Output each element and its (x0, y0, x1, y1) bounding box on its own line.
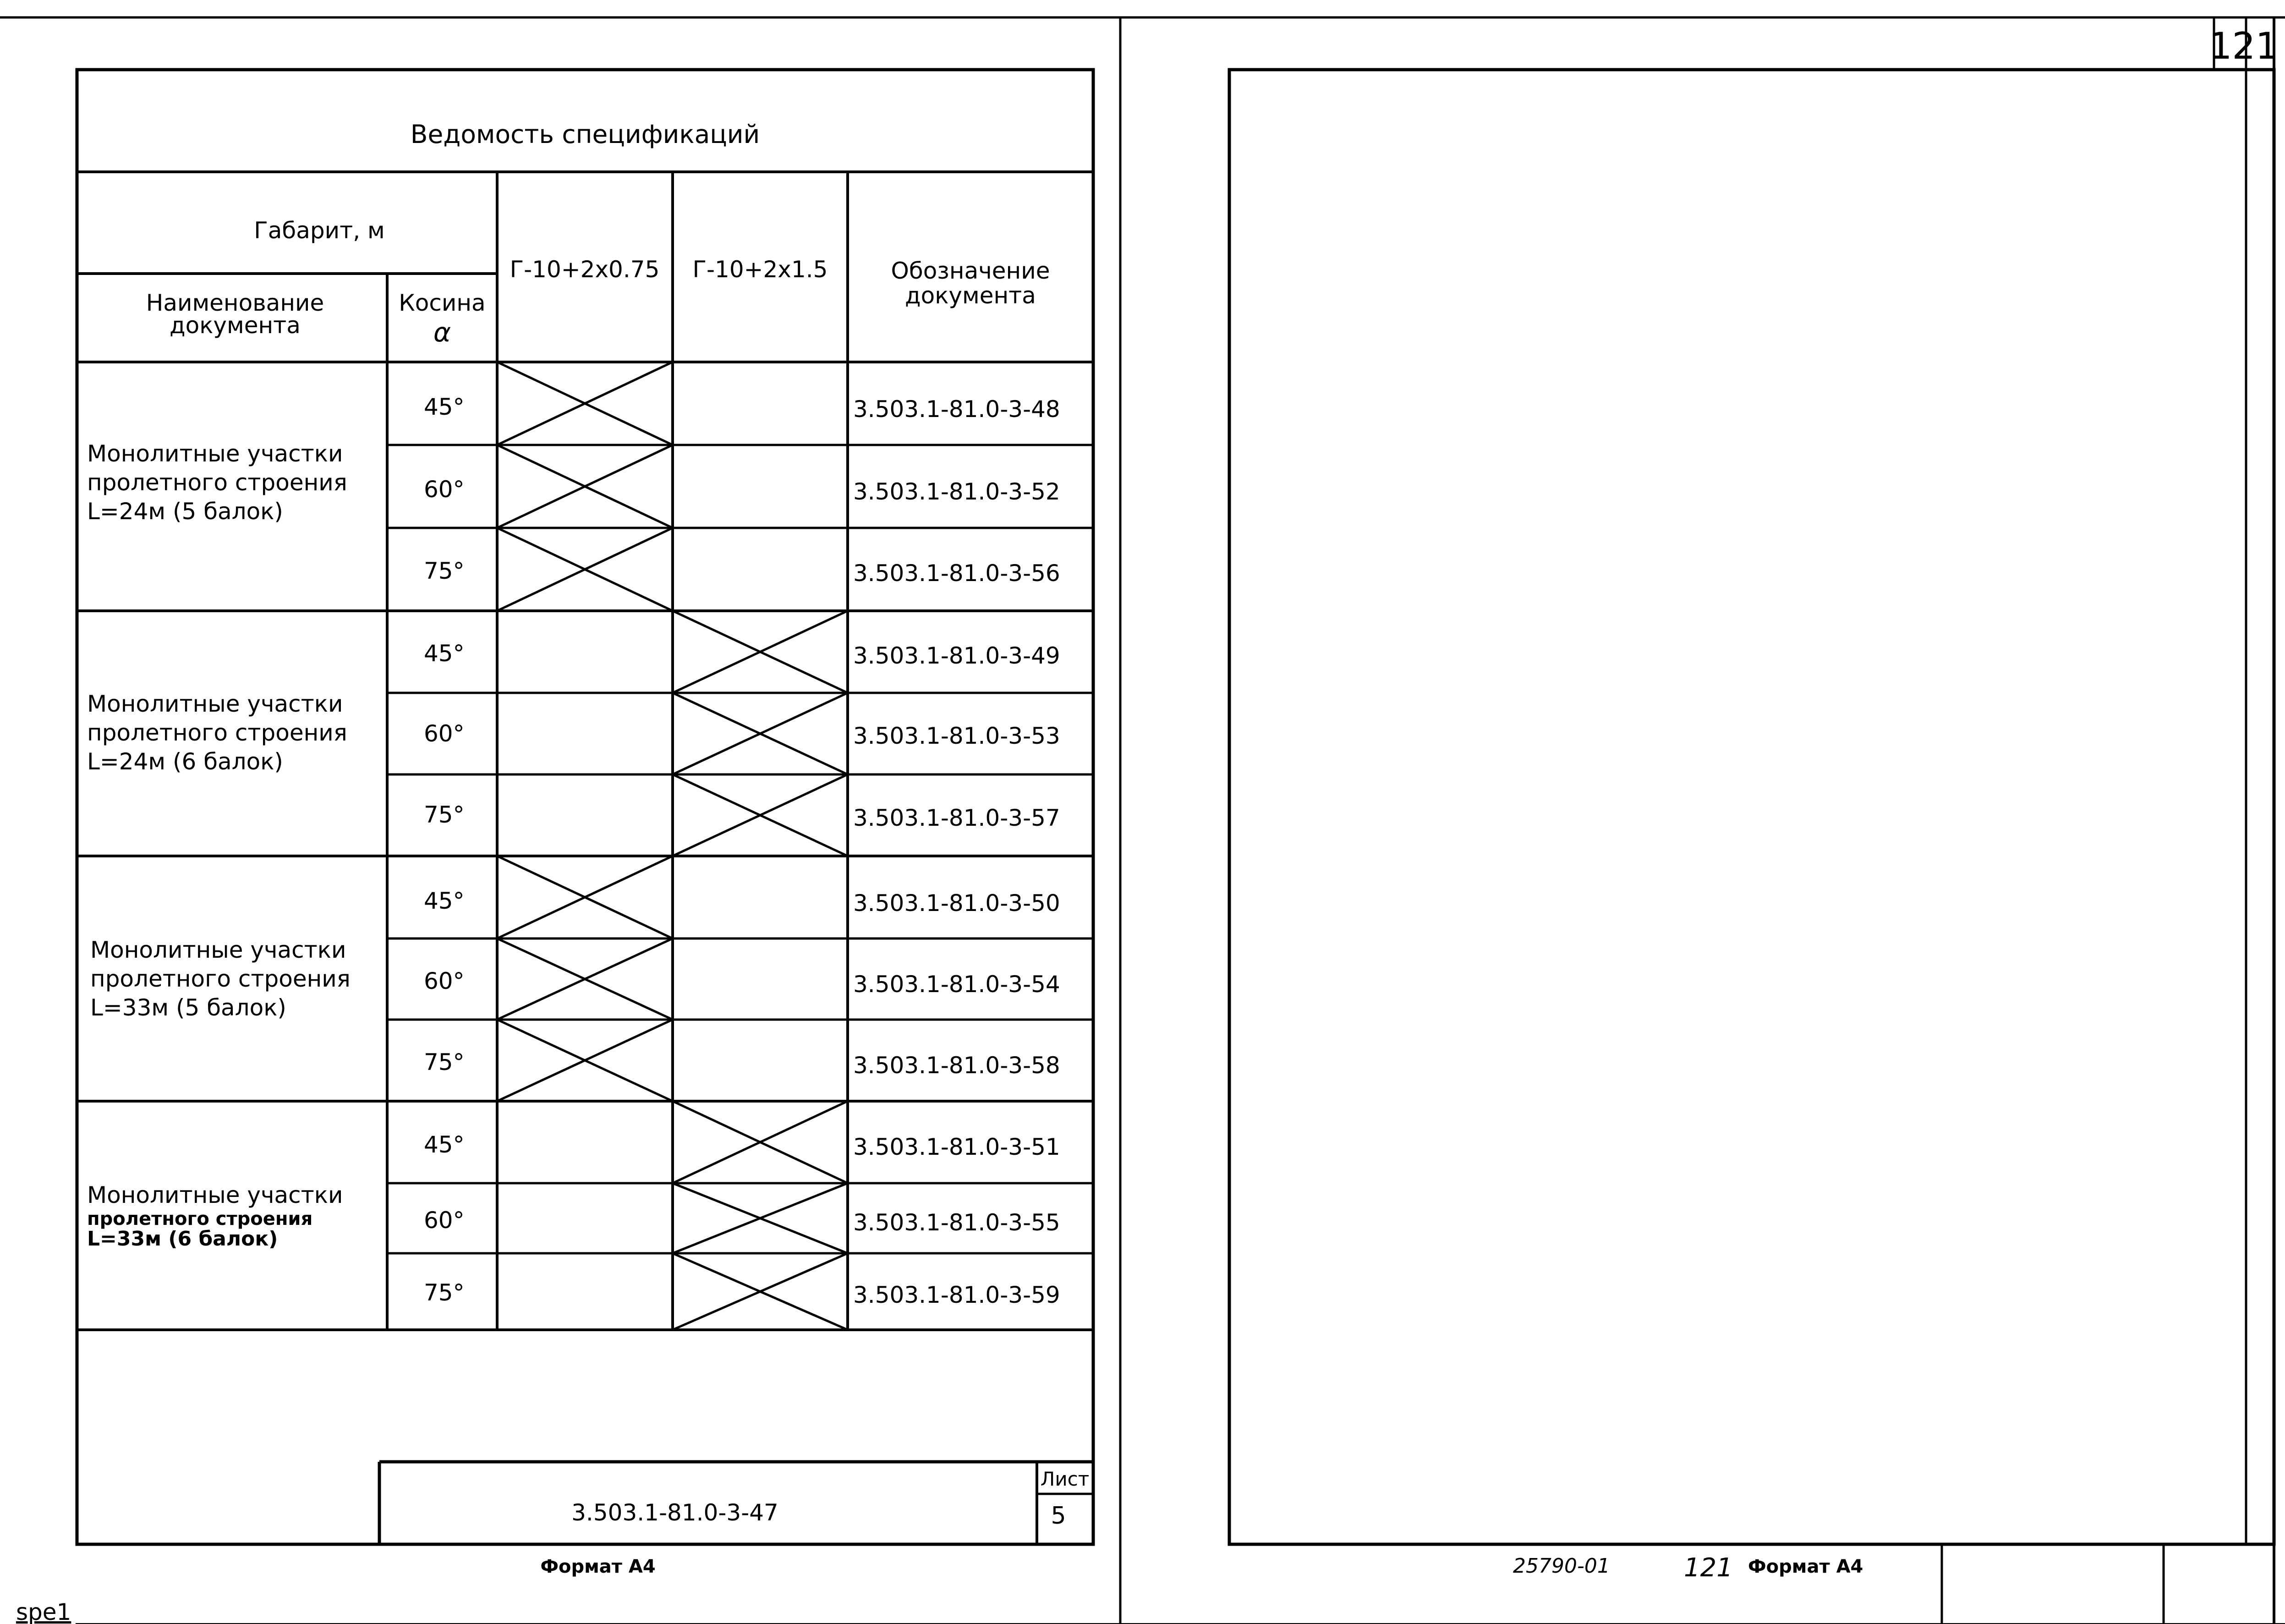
sheet-label: Лист (1040, 1468, 1090, 1490)
angle-cell: 60° (424, 476, 465, 503)
group-name-line: пролетного строения (90, 966, 351, 992)
gabarit-label: Габарит, м (254, 217, 385, 244)
angle-cell: 75° (424, 1279, 465, 1306)
angle-cell: 45° (424, 1131, 465, 1158)
file-label: spe1 (16, 1599, 71, 1624)
angle-cell: 60° (424, 720, 465, 747)
group-name-line: L=33м (5 балок) (90, 994, 286, 1021)
designation-header-line1: Обозначение (891, 258, 1050, 284)
handwritten-page: 121 (1684, 1553, 1733, 1583)
group-name-line: Монолитные участки (87, 440, 343, 467)
sheet-number: 5 (1051, 1502, 1066, 1530)
angle-cell: 45° (424, 888, 465, 914)
group-name-line: Монолитные участки (90, 937, 346, 963)
group-name-line: пролетного строения (87, 1208, 313, 1229)
designation-cell: 3.503.1-81.0-3-49 (853, 642, 1060, 669)
page-number: 121 (2208, 25, 2279, 67)
group-name-line: Монолитные участки (87, 691, 343, 717)
col-a-header: Г-10+2х0.75 (510, 256, 660, 283)
angle-cell: 75° (424, 801, 465, 828)
kosina-header: Косина (399, 290, 486, 316)
designation-cell: 3.503.1-81.0-3-55 (853, 1209, 1060, 1236)
designation-cell: 3.503.1-81.0-3-50 (853, 890, 1060, 916)
group-name-line: L=33м (6 балок) (87, 1227, 278, 1251)
designation-cell: 3.503.1-81.0-3-57 (853, 805, 1060, 831)
table-title: Ведомость спецификаций (410, 120, 760, 149)
designation-cell: 3.503.1-81.0-3-56 (853, 560, 1060, 587)
designation-cell: 3.503.1-81.0-3-54 (853, 971, 1060, 998)
designation-cell: 3.503.1-81.0-3-48 (853, 396, 1060, 422)
designation-cell: 3.503.1-81.0-3-58 (853, 1052, 1060, 1079)
angle-cell: 60° (424, 1207, 465, 1234)
col-b-header: Г-10+2х1.5 (692, 256, 828, 283)
designation-cell: 3.503.1-81.0-3-52 (853, 478, 1060, 505)
format-label-right: Формат А4 (1748, 1556, 1863, 1577)
designation-cell: 3.503.1-81.0-3-51 (853, 1134, 1060, 1160)
right-sheet-frame (1229, 70, 2274, 1544)
angle-cell: 45° (424, 640, 465, 667)
group-name-line: Монолитные участки (87, 1182, 343, 1208)
handwritten-code: 25790-01 (1513, 1554, 1610, 1578)
designation-cell: 3.503.1-81.0-3-59 (853, 1282, 1060, 1308)
group-name-line: пролетного строения (87, 469, 347, 496)
title-block-designation: 3.503.1-81.0-3-47 (571, 1499, 778, 1526)
group-name-line: пролетного строения (87, 719, 347, 746)
format-label-left: Формат А4 (540, 1556, 656, 1577)
group-name-line: L=24м (6 балок) (87, 748, 283, 775)
angle-cell: 45° (424, 394, 465, 420)
group-name-line: L=24м (5 балок) (87, 498, 283, 525)
designation-cell: 3.503.1-81.0-3-53 (853, 723, 1060, 749)
name-header-line2: документа (170, 312, 301, 339)
designation-header-line2: документа (905, 282, 1036, 309)
name-header-line1: Наименование (146, 290, 324, 316)
alpha-symbol: α (433, 317, 451, 348)
angle-cell: 75° (424, 558, 465, 584)
angle-cell: 60° (424, 968, 465, 994)
angle-cell: 75° (424, 1049, 465, 1075)
